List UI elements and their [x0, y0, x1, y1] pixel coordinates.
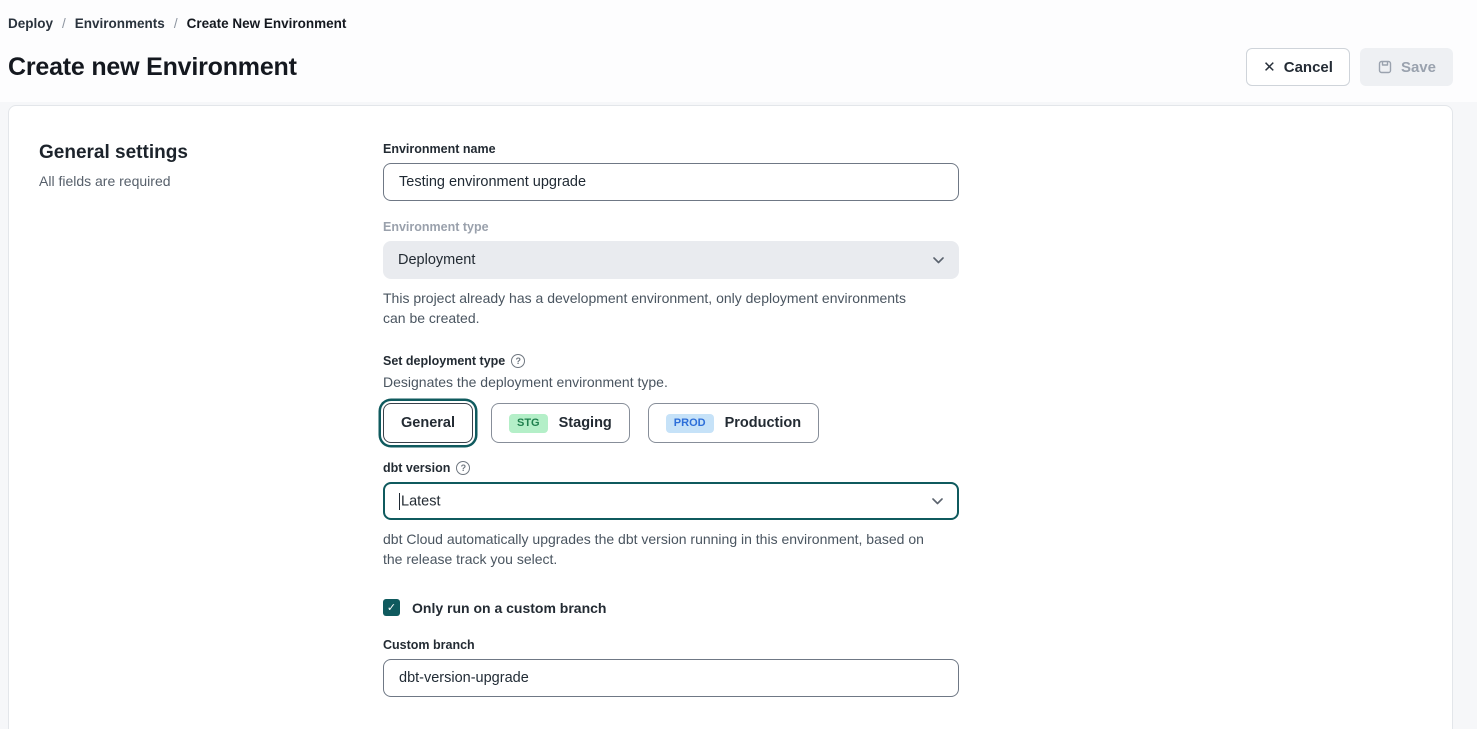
chevron-down-icon: [932, 498, 943, 505]
custom-branch-checkbox-label: Only run on a custom branch: [412, 599, 607, 616]
card-inner: [9, 106, 1452, 697]
dbt-version-value-wrap: [399, 493, 441, 510]
save-button-label: Save: [1400, 58, 1436, 76]
environment-type-help-text: This project already has a development environment, only deployment environments can be created.: [383, 290, 906, 326]
save-button[interactable]: [1360, 48, 1453, 86]
chevron-down-icon: [933, 257, 944, 264]
staging-option-label: Staging: [558, 415, 612, 431]
custom-branch-input[interactable]: [383, 659, 959, 697]
custom-branch-checkbox-row[interactable]: [383, 599, 959, 616]
dbt-version-help-text: dbt Cloud automatically upgrades the dbt version running in this environment, based on the release track you select.: [383, 531, 924, 567]
checkbox-checked-icon[interactable]: [383, 599, 400, 616]
deployment-type-production-button[interactable]: [648, 403, 819, 443]
page-header: [0, 0, 1477, 102]
section-subtitle: All fields are required: [39, 173, 171, 189]
breadcrumb-environments[interactable]: Environments: [74, 16, 165, 31]
close-icon: ✕: [1263, 58, 1276, 76]
environment-name-input[interactable]: [383, 163, 959, 201]
deployment-type-general-button[interactable]: [383, 403, 473, 443]
dbt-version-label: dbt version: [383, 461, 451, 475]
breadcrumb-separator: /: [62, 16, 66, 31]
breadcrumb-create-new-environment: Create New Environment: [186, 16, 347, 31]
staging-badge: STG: [509, 414, 548, 433]
help-icon[interactable]: ?: [456, 461, 470, 475]
environment-type-value: Deployment: [398, 252, 476, 268]
section-title: General settings: [39, 142, 188, 163]
breadcrumb: [8, 16, 1453, 31]
header-actions: [1246, 48, 1453, 86]
general-option-label: General: [401, 415, 455, 431]
environment-type-label: Environment type: [383, 220, 489, 234]
deployment-type-options: [383, 403, 959, 443]
general-settings-card: [8, 105, 1453, 729]
cancel-button[interactable]: [1246, 48, 1350, 86]
dbt-version-label-row: [383, 461, 959, 475]
text-cursor: [399, 493, 400, 510]
page-title: Create new Environment: [8, 52, 297, 81]
deployment-type-label-row: [383, 354, 959, 368]
environment-name-label: Environment name: [383, 142, 496, 156]
environment-type-select: [383, 241, 959, 279]
cancel-button-label: Cancel: [1283, 58, 1333, 76]
deployment-type-staging-button[interactable]: [491, 403, 630, 443]
form-column: [383, 142, 959, 697]
custom-branch-label: Custom branch: [383, 638, 475, 652]
help-icon[interactable]: ?: [511, 354, 525, 368]
breadcrumb-deploy[interactable]: Deploy: [8, 16, 54, 31]
production-option-label: Production: [724, 415, 802, 431]
production-badge: PROD: [666, 414, 714, 433]
dbt-version-select[interactable]: [383, 482, 959, 520]
breadcrumb-separator: /: [173, 16, 178, 31]
title-row: [8, 48, 1453, 102]
settings-heading-column: [39, 142, 383, 697]
deployment-type-description: Designates the deployment environment type.: [383, 374, 668, 390]
save-icon: [1377, 59, 1393, 75]
deployment-type-label: Set deployment type: [383, 354, 506, 368]
dbt-version-value: Latest: [401, 492, 441, 509]
check-icon: ✓: [386, 602, 397, 614]
